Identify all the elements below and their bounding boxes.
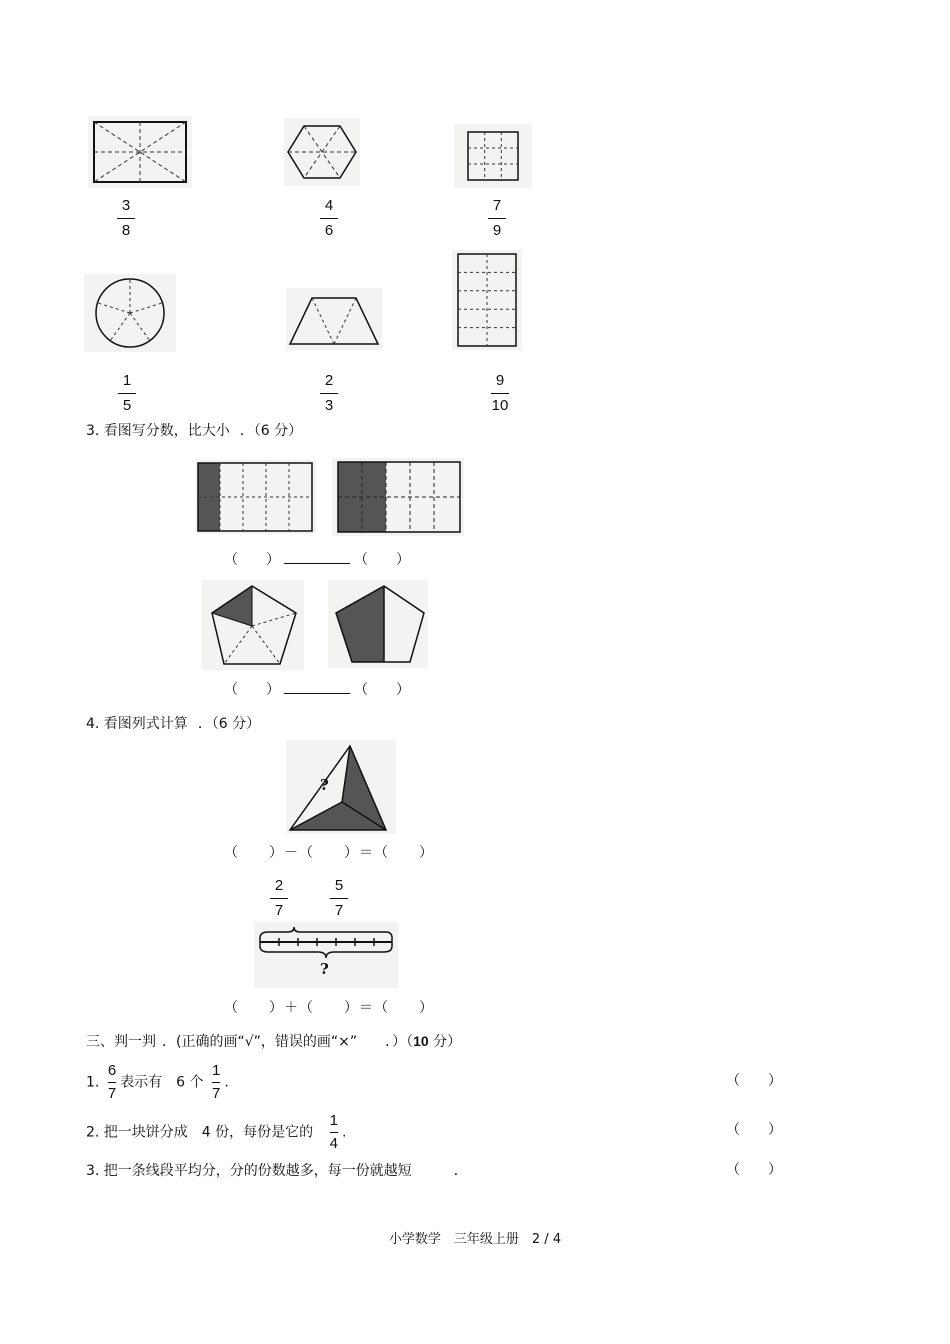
q3-answer-line-1[interactable]: （ ） （ ） [224, 549, 410, 570]
q3-pentagon-half-shaded [328, 580, 428, 668]
judge-item-1: 1. $\frac{6}{7}$ 表示有 6 个 $\frac{1}{7}$ . [86, 1062, 229, 1102]
q4-equation-add[interactable]: （ ）＋（ ）＝（ ） [224, 1000, 434, 1016]
q3-pentagon-1-of-5-shaded [202, 580, 304, 670]
item2-fraction-1-4: $\frac{1}{4}$ [329, 1112, 338, 1152]
judge-answer-1[interactable]: （ ） [726, 1073, 782, 1089]
item1-fraction-1-7: $\frac{1}{7}$ [211, 1062, 221, 1102]
q4-triangle-figure [286, 740, 396, 834]
judge-item-2: 2. 把一块饼分成 4 份，每份是它的 $\frac{1}{4}$ . [86, 1112, 347, 1152]
fraction-4-6: 4 6 [314, 196, 344, 241]
fraction-9-10: 9 10 [491, 372, 509, 414]
judge-item-3: 3. 把一条线段平均分，分的份数越多，每一份就越短 ． [86, 1163, 468, 1179]
hexagon-6-parts-figure [284, 118, 360, 186]
triangle-question-mark: ? [320, 776, 329, 794]
judge-answer-2[interactable]: （ ） [726, 1122, 782, 1138]
fraction-2-3: 2 3 [314, 371, 344, 416]
q3-title: 3. 看图写分数，比大小 ．（6 分） [86, 423, 303, 439]
fraction-7-9: 7 9 [482, 196, 512, 241]
judge-answer-3[interactable]: （ ） [726, 1162, 782, 1178]
section3-title: 三、判一判 ．(正确的画“√”，错误的画“×” ．）（10 分） [86, 1033, 462, 1050]
q3-rectangle-2-of-5-shaded [332, 458, 464, 536]
rectangle-8-parts-figure [88, 116, 192, 188]
square-9-parts-figure [454, 124, 532, 188]
fraction-3-8: 3 8 [111, 196, 141, 241]
trapezoid-3-parts-figure [286, 288, 382, 350]
q4-fraction-5-7: 5 7 [324, 876, 354, 921]
item1-fraction-6-7: $\frac{6}{7}$ [107, 1062, 117, 1102]
q4-title: 4. 看图列式计算 ．（6 分） [86, 716, 261, 732]
fraction-1-5: 1 5 [112, 371, 142, 416]
q4-equation-subtract[interactable]: （ ）－（ ）＝（ ） [224, 845, 434, 861]
rectangle-10-parts-figure [452, 250, 522, 350]
q4-fraction-2-7: 2 7 [264, 876, 294, 921]
q4-segment-brace-figure [254, 922, 398, 988]
page-footer: 小学数学 三年级上册 2 / 4 [388, 1232, 562, 1247]
brace-question-mark: ? [320, 960, 329, 978]
q3-answer-line-2[interactable]: （ ） （ ） [224, 679, 410, 700]
circle-5-parts-figure [84, 274, 176, 352]
q3-rectangle-1-of-10-shaded [196, 460, 316, 534]
